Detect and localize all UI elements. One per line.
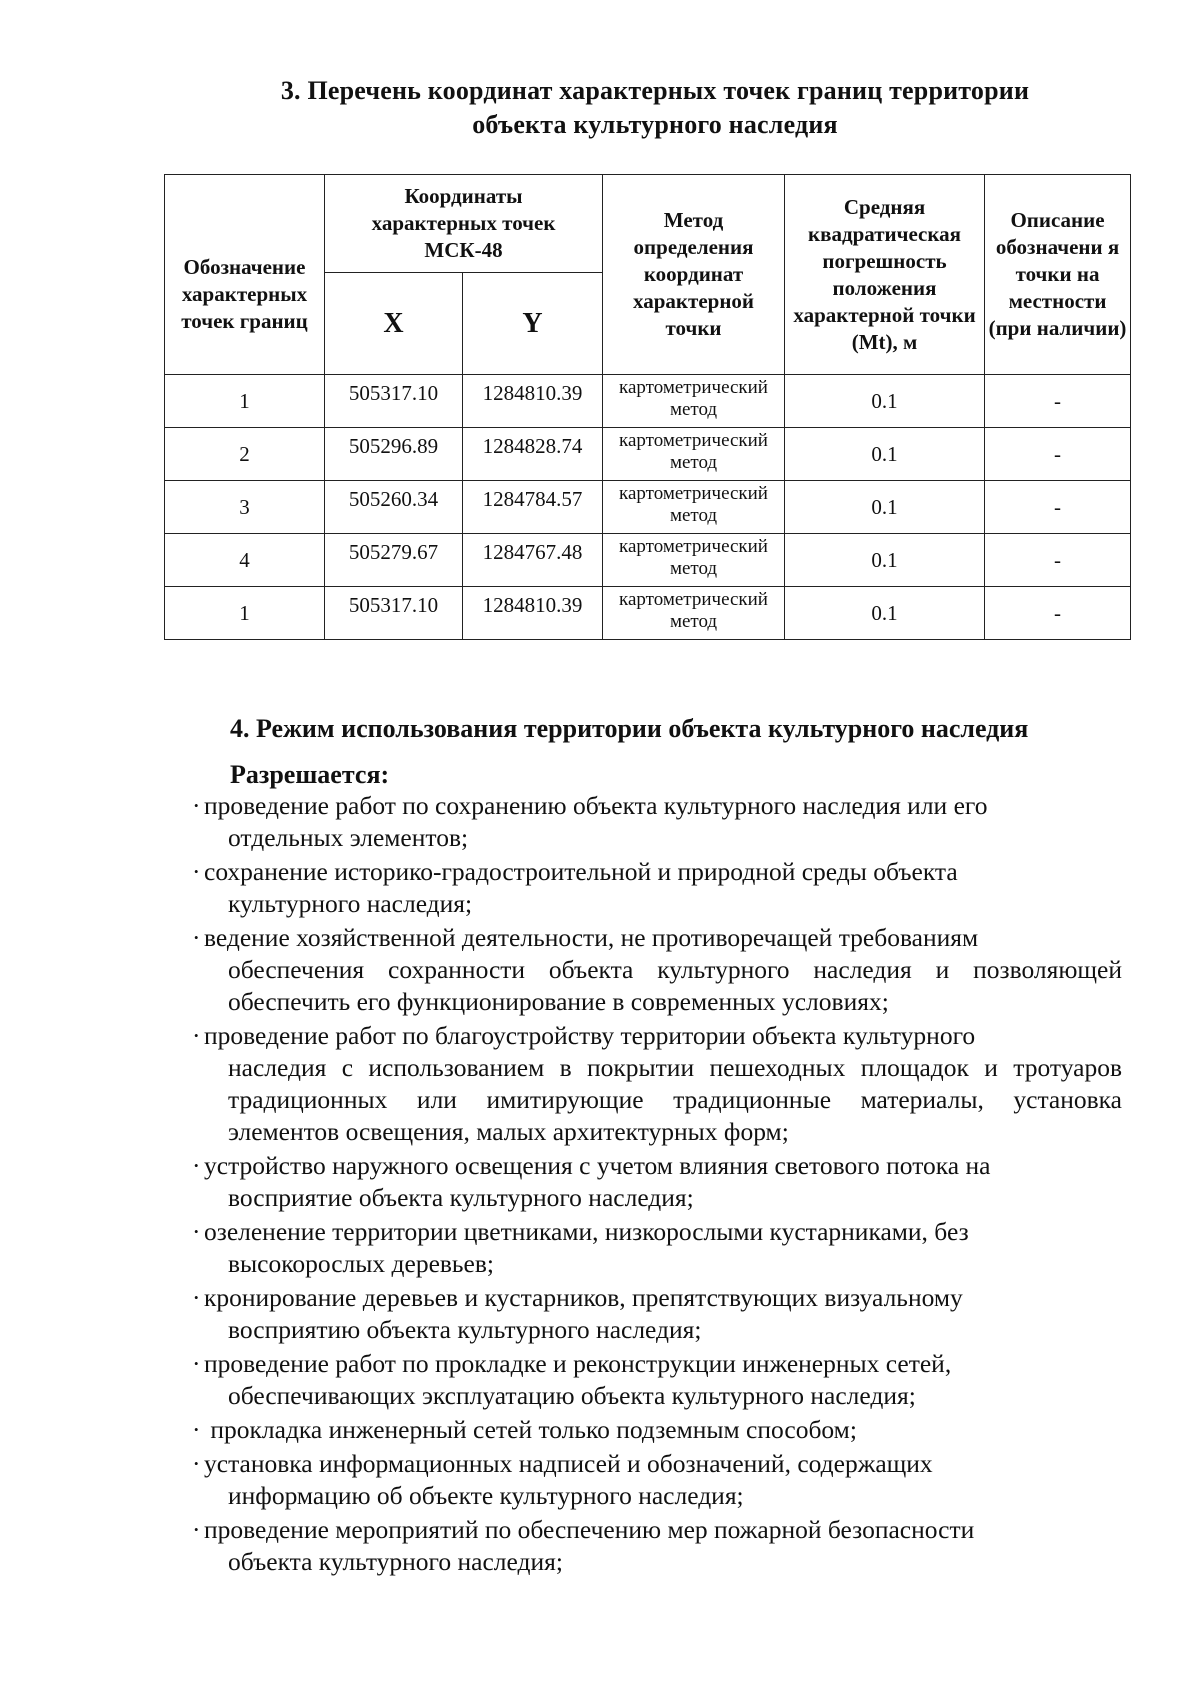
- header-designation: Обозначение характерных точек границ: [165, 175, 325, 375]
- cell-error: 0.1: [785, 587, 985, 640]
- cell-method: картометрический метод: [603, 587, 785, 640]
- cell-description: -: [985, 375, 1131, 428]
- cell-description: -: [985, 481, 1131, 534]
- table-row: [165, 375, 1131, 428]
- cell-method: картометрический метод: [603, 375, 785, 428]
- header-description: Описание обозначени я точки на местности (при наличии): [985, 175, 1131, 375]
- cell-y: 1284810.39: [463, 375, 603, 428]
- item-continuation: объекта культурного наследия;: [228, 1547, 563, 1576]
- table-row: [165, 481, 1131, 534]
- header-y: Y: [463, 273, 603, 375]
- list-item: [192, 1150, 1122, 1214]
- table-row: [165, 534, 1131, 587]
- cell-error: 0.1: [785, 534, 985, 587]
- cell-point-id: 3: [165, 481, 325, 534]
- item-text: проведение мероприятий по обеспечению мер пожарной безопасности: [204, 1515, 975, 1544]
- allowed-label: Разрешается:: [230, 760, 390, 789]
- item-continuation: наследия с использованием в покрытии пешеходных площадок и тротуаров традиционных или имитирующие традиционные материалы, установка элементов освещения, малых архитектурных форм;: [228, 1053, 1122, 1146]
- item-text: проведение работ по сохранению объекта культурного наследия или его: [204, 791, 988, 820]
- cell-y: 1284767.48: [463, 534, 603, 587]
- cell-method: картометрический метод: [603, 428, 785, 481]
- list-item: [192, 1414, 1122, 1446]
- allowed-activities-list: [192, 790, 1122, 1580]
- table-row: [165, 587, 1131, 640]
- item-continuation: культурного наследия;: [228, 889, 473, 918]
- bullet: ·: [192, 791, 201, 820]
- item-text: проведение работ по прокладке и реконструкции инженерных сетей,: [204, 1349, 952, 1378]
- item-continuation: восприятие объекта культурного наследия;: [228, 1183, 694, 1212]
- cell-description: -: [985, 587, 1131, 640]
- cell-description: -: [985, 534, 1131, 587]
- list-item: [192, 1282, 1122, 1346]
- bullet: ·: [192, 1449, 201, 1478]
- item-text: проведение работ по благоустройству территории объекта культурного: [204, 1021, 976, 1050]
- bullet: ·: [192, 1283, 201, 1312]
- bullet: ·: [192, 1349, 201, 1378]
- cell-y: 1284810.39: [463, 587, 603, 640]
- list-item: [192, 790, 1122, 854]
- bullet: ·: [192, 857, 201, 886]
- item-text: озеленение территории цветниками, низкорослыми кустарниками, без: [204, 1217, 969, 1246]
- cell-y: 1284828.74: [463, 428, 603, 481]
- list-item: [192, 856, 1122, 920]
- bullet: ·: [192, 1515, 201, 1544]
- item-continuation: восприятию объекта культурного наследия;: [228, 1315, 702, 1344]
- cell-point-id: 1: [165, 587, 325, 640]
- cell-x: 505317.10: [325, 375, 463, 428]
- cell-y: 1284784.57: [463, 481, 603, 534]
- cell-x: 505296.89: [325, 428, 463, 481]
- bullet: ·: [192, 1415, 201, 1444]
- section-4-title: 4. Режим использования территории объекта культурного наследия: [230, 714, 1029, 743]
- bullet: ·: [192, 1151, 201, 1180]
- bullet: ·: [192, 923, 201, 952]
- bullet: ·: [192, 1217, 201, 1246]
- item-continuation: отдельных элементов;: [228, 823, 469, 852]
- cell-method: картометрический метод: [603, 481, 785, 534]
- list-item: [192, 1020, 1122, 1148]
- item-text: установка информационных надписей и обозначений, содержащих: [204, 1449, 933, 1478]
- cell-error: 0.1: [785, 481, 985, 534]
- header-method: Метод определения координат характерной точки: [603, 175, 785, 375]
- section-3-title-line-1: 3. Перечень координат характерных точек границ территории: [280, 76, 1030, 105]
- cell-error: 0.1: [785, 375, 985, 428]
- cell-x: 505260.34: [325, 481, 463, 534]
- item-text: ведение хозяйственной деятельности, не противоречащей требованиям: [204, 923, 979, 952]
- header-x: X: [325, 273, 463, 375]
- item-continuation: информацию об объекте культурного наследия;: [228, 1481, 744, 1510]
- item-text: прокладка инженерный сетей только подземным способом;: [204, 1415, 857, 1444]
- item-continuation: обеспечивающих эксплуатацию объекта культурного наследия;: [228, 1381, 916, 1410]
- list-item: [192, 1216, 1122, 1280]
- cell-method: картометрический метод: [603, 534, 785, 587]
- item-continuation: высокорослых деревьев;: [228, 1249, 494, 1278]
- item-text: кронирование деревьев и кустарников, препятствующих визуальному: [204, 1283, 963, 1312]
- cell-point-id: 1: [165, 375, 325, 428]
- coordinates-table: [164, 174, 1131, 640]
- cell-point-id: 2: [165, 428, 325, 481]
- item-text: устройство наружного освещения с учетом влияния светового потока на: [204, 1151, 991, 1180]
- cell-error: 0.1: [785, 428, 985, 481]
- list-item: [192, 1348, 1122, 1412]
- list-item: [192, 1448, 1122, 1512]
- cell-description: -: [985, 428, 1131, 481]
- section-3-title-line-2: объекта культурного наследия: [472, 110, 838, 139]
- item-text: сохранение историко-градостроительной и природной среды объекта: [204, 857, 958, 886]
- header-error: Средняя квадратическая погрешность положения характерной точки (Mt), м: [785, 175, 985, 375]
- cell-x: 505279.67: [325, 534, 463, 587]
- cell-x: 505317.10: [325, 587, 463, 640]
- item-continuation: обеспечения сохранности объекта культурного наследия и позволяющей обеспечить его функционирование в современных условиях;: [228, 955, 1122, 1016]
- list-item: [192, 1514, 1122, 1578]
- header-coordinates: Координаты характерных точек МСК-48: [325, 175, 603, 273]
- table-row: [165, 428, 1131, 481]
- bullet: ·: [192, 1021, 201, 1050]
- cell-point-id: 4: [165, 534, 325, 587]
- list-item: [192, 922, 1122, 1018]
